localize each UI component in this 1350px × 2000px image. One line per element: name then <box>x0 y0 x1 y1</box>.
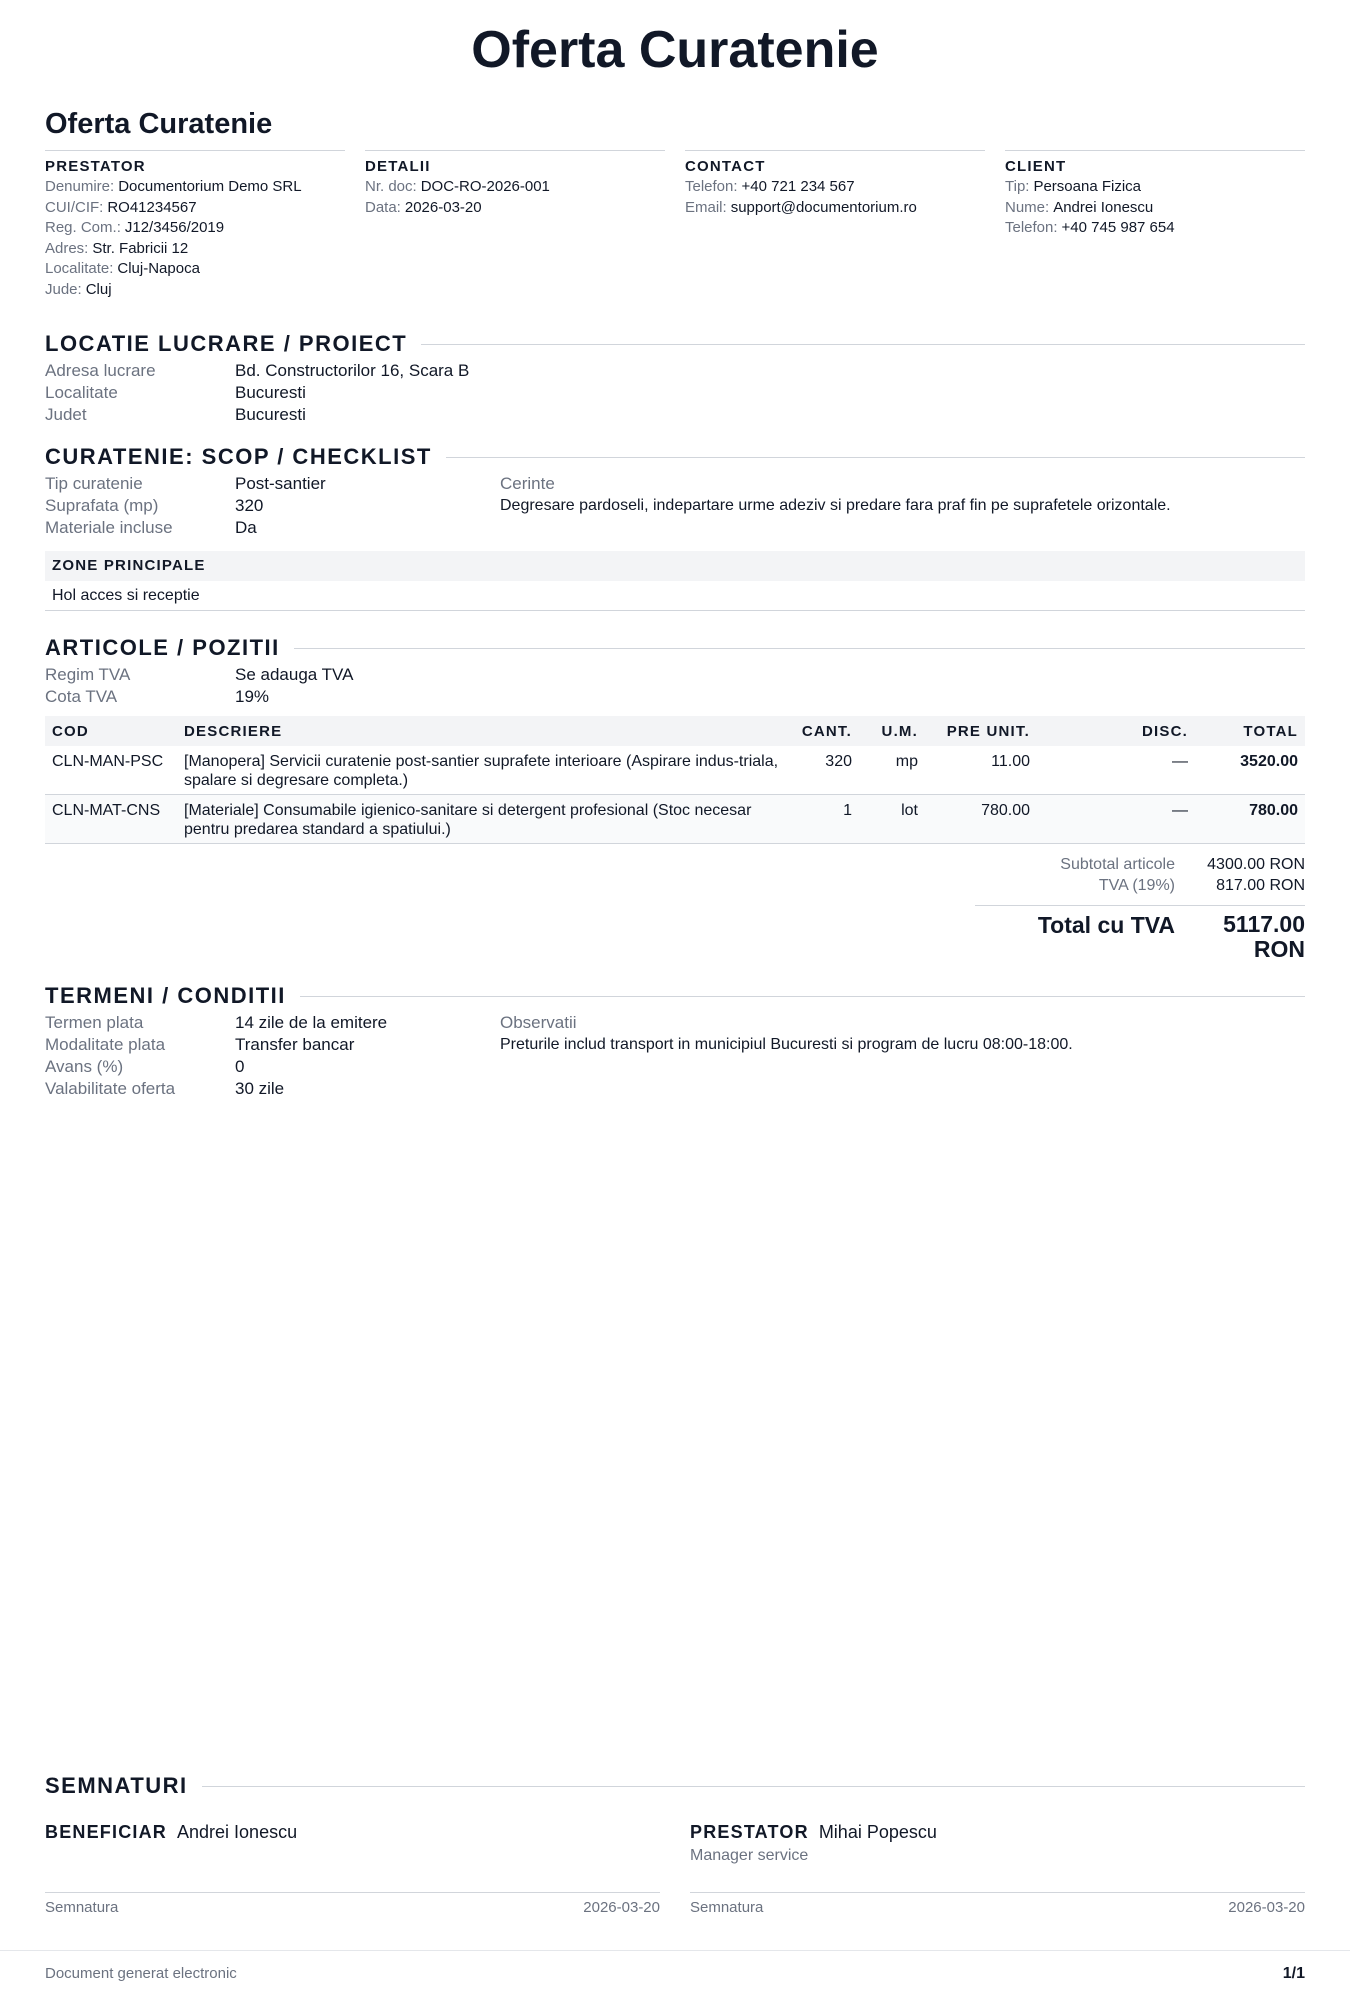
field-label: Reg. Com.: <box>45 219 121 236</box>
field-label: Nume: <box>1005 198 1050 216</box>
field-value: 14 zile de la emitere <box>235 1013 388 1032</box>
signature-label: Semnatura <box>690 1899 764 1916</box>
prestator-block <box>45 150 345 300</box>
scop-grid <box>45 473 1305 539</box>
field-value: Documentorium Demo SRL <box>118 178 302 195</box>
tva-grid <box>45 664 1305 708</box>
contact-block <box>685 150 985 300</box>
client-telefon <box>1005 218 1305 239</box>
client-nume <box>1005 198 1305 219</box>
articole-section-header <box>45 634 1305 662</box>
detalii-data <box>365 198 665 219</box>
items-table <box>45 716 1305 844</box>
field-label: Data: <box>365 198 401 216</box>
field-label: Regim TVA <box>45 665 131 684</box>
scop-section-title: CURATENIE: SCOP / CHECKLIST <box>45 444 432 469</box>
articole-section-title: ARTICOLE / POZITII <box>45 635 280 660</box>
field-label: Tip: <box>1005 178 1030 195</box>
col-header-cod: COD <box>45 716 177 746</box>
field-value: Andrei Ionescu <box>1053 198 1154 216</box>
prestator-title: PRESTATOR <box>45 158 146 175</box>
field-value: Transfer bancar <box>235 1035 355 1054</box>
beneficiar-signature <box>45 1820 660 1916</box>
cell-pret: 780.00 <box>925 795 1037 844</box>
subtotal-row <box>975 854 1305 875</box>
subtotal-label: Subtotal articole <box>1060 856 1175 873</box>
field-label: CUI/CIF: <box>45 198 104 216</box>
termeni-section-header <box>45 982 1305 1010</box>
cell-total: 780.00 <box>1195 795 1305 844</box>
client-tip <box>1005 177 1305 198</box>
col-header-total: TOTAL <box>1195 716 1305 746</box>
cell-cant: 1 <box>789 795 859 844</box>
cell-cod: CLN-MAT-CNS <box>45 795 177 844</box>
field-value: +40 721 234 567 <box>741 178 855 195</box>
prestator-signature-line <box>690 1892 1305 1916</box>
tva-label: TVA (19%) <box>1098 877 1175 894</box>
footer-note: Document generat electronic <box>45 1965 237 1982</box>
zones-header: ZONE PRINCIPALE <box>45 551 1305 581</box>
section-divider <box>294 648 1305 649</box>
subtotal-value: 4300.00 RON <box>1207 856 1305 873</box>
prestator-signature <box>690 1820 1305 1916</box>
field-value: 30 zile <box>235 1079 285 1098</box>
field-label: Jude: <box>45 280 82 298</box>
cell-cod: CLN-MAN-PSC <box>45 746 177 795</box>
beneficiar-name: Andrei Ionescu <box>177 1822 298 1842</box>
field-label: Judet <box>45 405 87 424</box>
zone-item: Hol acces si receptie <box>45 581 1305 611</box>
prestator-subtitle: Manager service <box>690 1847 809 1864</box>
field-value: Bucuresti <box>235 405 306 424</box>
field-value: support@documentorium.ro <box>730 198 917 216</box>
field-value: RO41234567 <box>107 198 197 216</box>
field-label: Telefon: <box>685 178 738 195</box>
field-label: Email: <box>685 198 727 216</box>
beneficiar-name-row <box>45 1820 660 1844</box>
detalii-title: DETALII <box>365 158 431 175</box>
field-value: Cluj-Napoca <box>117 260 200 277</box>
signatures-block <box>45 1772 1305 1916</box>
field-value: Post-santier <box>235 474 326 493</box>
field-value: Se adauga TVA <box>235 665 354 684</box>
field-label: Denumire: <box>45 178 115 195</box>
section-divider <box>300 996 1305 997</box>
observatii-text: Preturile includ transport in municipiul Bucuresti si program de lucru 08:00-18:00. <box>500 1036 1073 1053</box>
col-header-pret: PRE UNIT. <box>925 716 1037 746</box>
detalii-nr-doc <box>365 177 665 198</box>
document-title: Oferta Curatenie <box>45 108 273 140</box>
prestator-role: PRESTATOR <box>690 1822 809 1842</box>
locatie-grid <box>45 360 1305 426</box>
client-block <box>1005 150 1305 300</box>
page-footer <box>0 1950 1350 2000</box>
field-label: Tip curatenie <box>45 474 143 493</box>
field-value: Da <box>235 518 257 537</box>
section-divider <box>446 457 1305 458</box>
beneficiar-subtitle <box>45 1844 660 1868</box>
field-value: Bd. Constructorilor 16, Scara B <box>235 361 470 380</box>
signature-columns <box>45 1820 1305 1916</box>
observatii-label: Observatii <box>500 1013 577 1032</box>
tva-value: 817.00 RON <box>1216 877 1305 894</box>
signature-date: 2026-03-20 <box>583 1899 660 1916</box>
field-label: Avans (%) <box>45 1057 124 1076</box>
field-value: Cluj <box>85 280 112 298</box>
field-label: Localitate: <box>45 260 114 277</box>
detalii-block <box>365 150 665 300</box>
field-label: Adresa lucrare <box>45 361 156 380</box>
page-number: 1/1 <box>1282 1965 1305 1982</box>
cell-pret: 11.00 <box>925 746 1037 795</box>
prestator-adresa <box>45 239 345 260</box>
field-label: Suprafata (mp) <box>45 496 159 515</box>
field-value: DOC-RO-2026-001 <box>420 178 550 195</box>
beneficiar-signature-line <box>45 1892 660 1916</box>
table-row <box>45 795 1305 844</box>
col-header-descriere: DESCRIERE <box>177 716 789 746</box>
prestator-name: Mihai Popescu <box>818 1822 937 1842</box>
beneficiar-role: BENEFICIAR <box>45 1822 168 1842</box>
field-value: 0 <box>235 1057 245 1076</box>
col-header-disc: DISC. <box>1037 716 1195 746</box>
cell-descriere: [Manopera] Servicii curatenie post-santier suprafete interioare (Aspirare indus-triala, spalare si degresare completa.) <box>177 746 789 795</box>
semnaturi-section-title: SEMNATURI <box>45 1773 188 1798</box>
signature-date: 2026-03-20 <box>1228 1899 1305 1916</box>
contact-email <box>685 198 985 219</box>
locatie-section-header <box>45 330 1305 358</box>
cell-total: 3520.00 <box>1195 746 1305 795</box>
document-page <box>45 0 1305 2000</box>
field-value: +40 745 987 654 <box>1061 219 1175 236</box>
field-label: Modalitate plata <box>45 1035 166 1054</box>
table-header-row <box>45 716 1305 746</box>
termeni-section-title: TERMENI / CONDITII <box>45 983 286 1008</box>
field-label: Telefon: <box>1005 219 1058 236</box>
field-label: Adres: <box>45 239 89 257</box>
cell-disc: — <box>1037 746 1195 795</box>
prestator-localitate <box>45 259 345 280</box>
field-label: Cota TVA <box>45 687 118 706</box>
field-label: Nr. doc: <box>365 178 417 195</box>
cerinte-text: Degresare pardoseli, indepartare urme adeziv si predare fara praf fin pe suprafetele orizontale. <box>500 497 1171 514</box>
section-divider <box>202 1786 1305 1787</box>
col-header-um: U.M. <box>859 716 925 746</box>
section-divider <box>421 344 1305 345</box>
totals-block <box>975 854 1305 962</box>
grand-total-row <box>975 905 1305 962</box>
field-label: Localitate <box>45 383 118 402</box>
prestator-judet <box>45 280 345 301</box>
parties-row <box>45 150 1305 300</box>
termeni-grid <box>45 1012 1305 1100</box>
field-value: Bucuresti <box>235 383 306 402</box>
cell-um: mp <box>859 746 925 795</box>
cerinte-label: Cerinte <box>500 474 555 493</box>
field-value: J12/3456/2019 <box>124 219 225 236</box>
cell-descriere: [Materiale] Consumabile igienico-sanitare si detergent profesional (Stoc necesar pentru predarea standard a spatiului.) <box>177 795 789 844</box>
prestator-regcom <box>45 218 345 239</box>
field-value: 320 <box>235 496 264 515</box>
client-title: CLIENT <box>1005 158 1067 175</box>
table-row <box>45 746 1305 795</box>
grand-total-label: Total cu TVA <box>1037 912 1175 938</box>
field-label: Termen plata <box>45 1013 144 1032</box>
contact-telefon <box>685 177 985 198</box>
contact-title: CONTACT <box>685 158 766 175</box>
grand-total-value: 5117.00 RON <box>1223 911 1305 962</box>
prestator-name-row <box>690 1820 1305 1844</box>
field-value: 2026-03-20 <box>404 198 482 216</box>
scop-section-header <box>45 443 1305 471</box>
signature-label: Semnatura <box>45 1899 119 1916</box>
prestator-cui <box>45 198 345 219</box>
col-header-cant: CANT. <box>789 716 859 746</box>
prestator-denumire <box>45 177 345 198</box>
locatie-section-title: LOCATIE LUCRARE / PROIECT <box>45 331 408 356</box>
field-label: Materiale incluse <box>45 518 173 537</box>
cell-disc: — <box>1037 795 1195 844</box>
field-label: Valabilitate oferta <box>45 1079 176 1098</box>
field-value: 19% <box>235 687 270 706</box>
field-value: Str. Fabricii 12 <box>92 239 189 257</box>
tva-row <box>975 875 1305 896</box>
cell-cant: 320 <box>789 746 859 795</box>
main-title: Oferta Curatenie <box>471 21 879 79</box>
semnaturi-section-header <box>45 1772 1305 1800</box>
field-value: Persoana Fizica <box>1033 178 1142 195</box>
cell-um: lot <box>859 795 925 844</box>
